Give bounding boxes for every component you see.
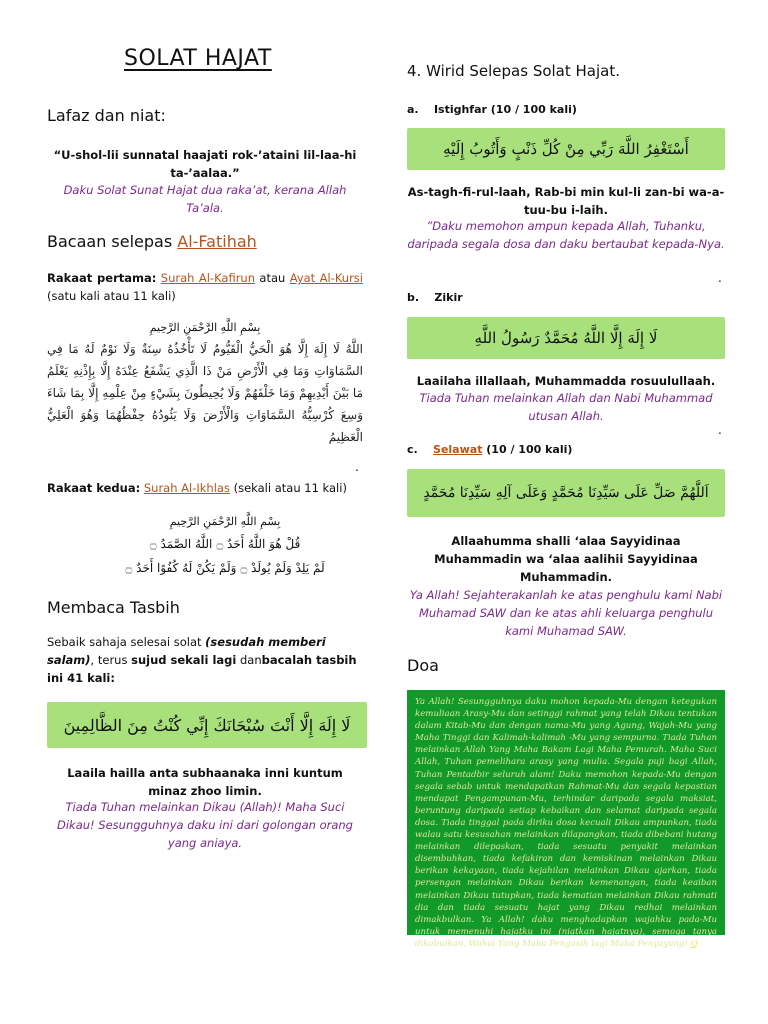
- c-suffix: (10 / 100 kali): [482, 443, 573, 456]
- al-fatihah-link[interactable]: Al-Fatihah: [177, 232, 257, 251]
- bacaan-heading: [47, 232, 257, 251]
- doa-q-link[interactable]: Q: [690, 938, 698, 949]
- zikir-label: [407, 289, 463, 306]
- al-ikhlas-link[interactable]: Surah Al-Ikhlas: [143, 481, 230, 495]
- niat-maksud: Daku Solat Sunat Hajat dua raka’at, kerana Allah Ta’ala.: [63, 183, 347, 215]
- doa-text: [415, 696, 717, 950]
- ayat-al-kursi-link[interactable]: Ayat Al-Kursi: [289, 271, 363, 285]
- doa-heading: Doa: [407, 656, 439, 675]
- doa-box: [407, 690, 725, 949]
- ikhlas-line1: قُلْ هُوَ اللَّهُ أَحَدٌ ۝ اللَّهُ الصَّمَدُ ۝: [149, 537, 301, 551]
- b-label: b.: [407, 291, 420, 304]
- tasbih-p6: bacalah tasbih ini 41 kali:: [47, 653, 357, 685]
- tasbih-maksud: Tiada Tuhan melainkan Dikau (Allah)! Maha Suci Dikau! Sesungguhnya daku ini dari golongan orang yang aniaya.: [57, 800, 353, 850]
- tasbih-p2: (sesudah memberi salam): [47, 635, 326, 667]
- doa-body: Ya Allah! Sesungguhnya daku mohon kepada-Mu dengan ketegukan kemuliaan Arasy-Mu dan setinggi rahmat yang telah Dikau tentukan dalam Kitab-Mu dan dengan nama-Mu yang Agung, Wajah-Mu yang Maha Tinggi dan Kalimah-kalimah -Mu yang sempurna. Tiada Tuhan melainkan Allah Yang Maha Bakam Lagi Maha Pemurah. Maha Suci Allah, Tuhan pemelihara arasy yang mulia. Segala puji bagi Allah, Tuhan Pentadbir seluruh alam! Daku memohon kepada-Mu dengan segala sebab untuk mendapatkan Rahmat-Mu dan segala kepastian mendapat Pengampunan-Mu, terhindar daripada segala maksiat, beruntung daripada setiap kebaikan dan selamat daripada segala dosa. Tiada tinggal pada diriku dosa kecuali Dikau ampunkan, tiada walau satu kesusahan melainkan dilapangkan, tiada dibebani hutang melainkan dilepaskan, tiada sesuatu penyakit melainkan disembuhkan, tiada kefakiran dan kemiskinan melainkan Dikau berikan kekayaan, tiada kejahilan melainkan Dikau ajarkan, tiada persengan melainkan Dikau berikan kemenangan, tiada keaiban melainkan Dikau tutupkan, tiada kematian melainkan Dikau rahmati dia dan tiada sesuatu hajat yang Dikau redhai melainkan dimakbulkan. Ya Allah! daku menghadapkan wajahku pada-Mu untuk memenuhi hajatku ini (niatkan hajatnya), semoga tanya dikabulkan, Wahai Yang Maha Pengasih lagi Maha Penyayang!: [415, 697, 717, 949]
- istighfar-maksud: ”Daku memohon ampun kepada Allah, Tuhanku, daripada segala dosa dan daku bertaubat kepada-Nya.: [407, 219, 725, 251]
- tasbih-p5: dan: [236, 653, 262, 667]
- b-title: Zikir: [434, 291, 463, 304]
- istighfar-arabic-band: [407, 128, 725, 170]
- selawat-arabic-band: [407, 469, 725, 517]
- tasbih-p1: Sebaik sahaja selesai solat: [47, 635, 206, 649]
- zikir-rumi: Laailaha illallaah, Muhammadda rosuulullaah.: [416, 374, 716, 388]
- selawat-label: [407, 441, 572, 458]
- tasbih-p4: sujud sekali lagi: [131, 653, 237, 667]
- al-kafirun-link[interactable]: Surah Al-Kafirun: [160, 271, 255, 285]
- zikir-arabic-band: [407, 317, 725, 359]
- lafaz-heading: Lafaz dan niat:: [47, 106, 166, 125]
- page-title: SOLAT HAJAT: [124, 46, 272, 71]
- selawat-arabic: اَللَّهُمَّ صَلِّ عَلَى سَيِّدِنَا مُحَمَّدٍ وَعَلَى آلِهِ سَيِّدِنَا مُحَمَّدٍ: [423, 485, 709, 501]
- rakaat-pertama: [47, 269, 363, 305]
- tasbih-rumi: Laaila hailla anta subhaanaka inni kuntum minaz zhoo limin.: [67, 766, 343, 798]
- surah-ikhlas-image: [90, 512, 360, 580]
- kursi-bismillah: بِسْمِ اللَّهِ الرَّحْمَنِ الرَّحِيمِ: [149, 321, 261, 334]
- kursi-text: اللَّهُ لَا إِلَهَ إِلَّا هُوَ الْحَيُّ الْقَيُّومُ لَا تَأْخُذُهُ سِنَةٌ وَلَا نَوْمٌ لَهُ مَا فِي السَّمَاوَاتِ وَمَا فِي الْأَرْضِ مَنْ ذَا الَّذِي يَشْفَعُ عِنْدَهُ إِلَّا بِإِذْنِهِ يَعْلَمُ مَا بَيْنَ أَيْدِيهِمْ وَمَا خَلْفَهُمْ وَلَا يُحِيطُونَ بِشَيْءٍ مِنْ عِلْمِهِ إِلَّا بِمَا شَاءَ وَسِعَ كُرْسِيُّهُ السَّمَاوَاتِ وَالْأَرْضَ وَلَا يَئُودُهُ حِفْظُهُمَا وَهُوَ الْعَلِيُّ الْعَظِيمُ: [47, 342, 363, 444]
- tasbih-arabic: لَا إِلَهَ إِلَّا أَنْتَ سُبْحَانَكَ إِنِّي كُنْتُ مِنَ الظَّالِمِينَ: [63, 715, 351, 735]
- istighfar-arabic: أَسْتَغْفِرُ اللَّهَ رَبِّي مِنْ كُلِّ ذَنْبٍ وَأَتُوبُ إِلَيْهِ: [443, 140, 689, 158]
- istighfar-rumi: As-tagh-fi-rul-laah, Rab-bi min kul-li zan-bi wa-a-tuu-bu i-laih.: [407, 185, 725, 217]
- wirid-heading: 4. Wirid Selepas Solat Hajat.: [407, 62, 621, 80]
- tasbih-heading: Membaca Tasbih: [47, 598, 180, 617]
- bacaan-heading-prefix: Bacaan selepas: [47, 232, 178, 251]
- a-label: a.: [407, 103, 419, 116]
- a-title: Istighfar (10 / 100 kali): [433, 103, 577, 116]
- zikir-arabic: لَا إِلَهَ إِلَّا اللَّهُ مُحَمَّدٌ رَسُولُ اللَّهِ: [474, 329, 658, 347]
- ikhlas-line2: لَمْ يَلِدْ وَلَمْ يُولَدْ ۝ وَلَمْ يَكُنْ لَهُ كُفُوًا أَحَدٌ ۝: [125, 561, 325, 575]
- rakaat-kedua: [47, 479, 363, 497]
- istighfar-label: [407, 101, 577, 118]
- selawat-rumi: Allaahumma shalli ‘alaa Sayyidinaa Muhammadin wa ‘alaa aalihii Sayyidinaa Muhammadin.: [434, 534, 698, 584]
- selawat-maksud: Ya Allah! Sejahterakanlah ke atas penghulu kami Nabi Muhamad SAW dan ke atas ahli keluarga penghulu kami Muhamad SAW.: [409, 588, 723, 638]
- tasbih-p3: , terus: [90, 653, 132, 667]
- selawat-link[interactable]: Selawat: [433, 443, 483, 456]
- rakaat2-suffix: (sekali atau 11 kali): [229, 481, 347, 495]
- tasbih-instruction: [47, 633, 363, 687]
- zikir-maksud: Tiada Tuhan melainkan Allah dan Nabi Muhammad utusan Allah.: [419, 391, 713, 423]
- rakaat1-label: Rakaat pertama:: [47, 271, 157, 285]
- c-label: c.: [407, 443, 418, 456]
- tasbih-arabic-band: [47, 702, 367, 748]
- rakaat1-or: atau: [255, 271, 290, 285]
- ikhlas-bismillah: بِسْمِ اللَّهِ الرَّحْمَنِ الرَّحِيمِ: [169, 515, 281, 528]
- rakaat1-suffix: (satu kali atau 11 kali): [47, 289, 176, 303]
- ayat-kursi-image: [47, 318, 363, 448]
- rakaat2-label: Rakaat kedua:: [47, 481, 141, 495]
- niat-rumi: “U-shol-lii sunnatal haajati rok-’ataini lil-laa-hi ta-’aalaa.”: [53, 148, 357, 180]
